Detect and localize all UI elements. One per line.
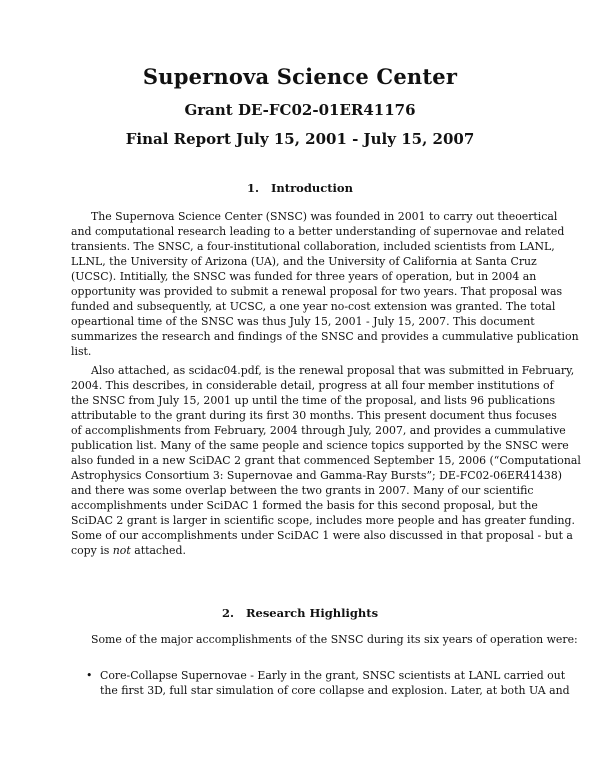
text-line: accomplishments under SciDAC 1 formed the basis for this second proposal, but the [71, 499, 538, 512]
text-fragment: attached. [130, 544, 186, 557]
text-line: and there was some overlap between the two grants in 2007. Many of our scientific [71, 484, 534, 497]
text-line: LLNL, the University of Arizona (UA), and the University of California at Santa Cruz [71, 255, 537, 268]
text-line: list. [71, 345, 92, 358]
text-line: opportunity was provided to submit a renewal proposal for two years. That proposal was [71, 285, 563, 298]
text-line: also funded in a new SciDAC 2 grant that commenced September 15, 2006 (“Computational [71, 454, 581, 467]
section-title: Introduction [271, 181, 353, 195]
section-heading-research-highlights [0, 606, 600, 620]
text-line: transients. The SNSC, a four-institutional collaboration, included scientists from LANL, [71, 240, 555, 253]
section-number: 2. [221, 606, 234, 620]
text-line: The Supernova Science Center (SNSC) was founded in 2001 to carry out theoertical [91, 210, 558, 223]
text-line: Also attached, as scidac04.pdf, is the renewal proposal that was submitted in February, [91, 364, 575, 377]
section-title: Research Highlights [245, 606, 379, 620]
text-line: Some of the major accomplishments of the SNSC during its six years of operation were: [91, 633, 578, 646]
bullet-icon: • [86, 669, 93, 682]
text-line: summarizes the research and findings of the SNSC and provides a cummulative publication [71, 330, 579, 343]
grant-number: Grant DE-FC02-01ER41176 [184, 101, 416, 119]
text-line: the SNSC from July 15, 2001 up until the time of the proposal, and lists 96 publications [71, 394, 556, 407]
highlights-intro [71, 632, 578, 647]
section-number: 1. [247, 181, 260, 195]
text-line: attributable to the grant during its first 30 months. This present document thus focuses [71, 409, 557, 422]
report-period: Final Report July 15, 2001 - July 15, 2007 [125, 130, 475, 148]
text-line: (UCSC). Intitially, the SNSC was funded for three years of operation, but in 2004 an [71, 270, 537, 283]
text-line: funded and subsequently, at UCSC, a one year no-cost extension was granted. The total [71, 300, 556, 313]
highlights-list [84, 668, 570, 698]
text-line: Core-Collapse Supernovae - Early in the grant, SNSC scientists at LANL carried out [100, 669, 566, 682]
text-line: 2004. This describes, in considerable detail, progress at all four member institutions of [71, 379, 554, 392]
intro-paragraph-2 [71, 363, 581, 558]
text-line: publication list. Many of the same people and science topics supported by the SNSC were [71, 439, 569, 452]
text-line: and computational research leading to a better understanding of supernovae and related [71, 225, 565, 238]
text-line: Astrophysics Consortium 3: Supernovae and Gamma-Ray Bursts”; DE-FC02-06ER41438) [71, 469, 563, 482]
text-line: Some of our accomplishments under SciDAC 1 were also discussed in that proposal - but a [71, 529, 573, 542]
text-line-last [71, 543, 532, 558]
text-line: of accomplishments from February, 2004 through July, 2007, and provides a cummulative [71, 424, 566, 437]
text-fragment: copy is [71, 544, 113, 557]
text-line: opeartional time of the SNSC was thus July 15, 2001 - July 15, 2007. This document [71, 315, 535, 328]
section-heading-introduction [0, 181, 600, 195]
document-title: Supernova Science Center [142, 64, 458, 89]
intro-paragraph-1 [71, 209, 579, 359]
emphasized-word: not [112, 544, 131, 557]
text-line: the first 3D, full star simulation of core collapse and explosion. Later, at both UA and [100, 684, 570, 697]
list-item [84, 668, 570, 698]
text-line: SciDAC 2 grant is larger in scientific scope, includes more people and has greater funding. [71, 514, 575, 527]
